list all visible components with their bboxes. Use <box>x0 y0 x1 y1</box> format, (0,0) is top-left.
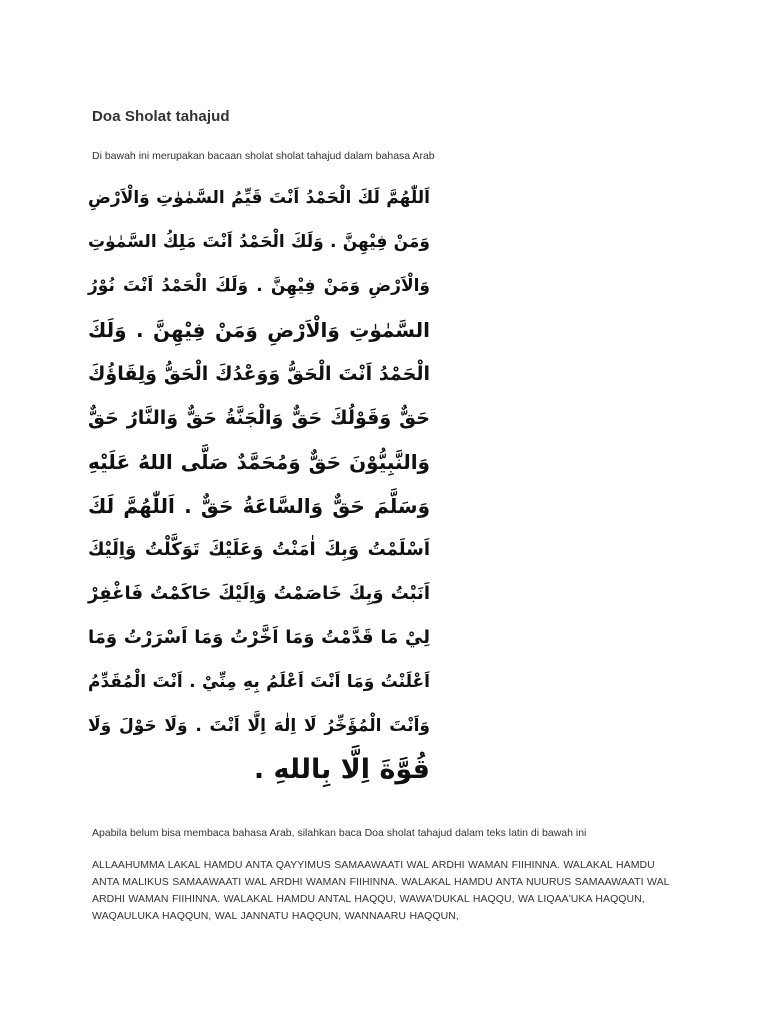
arabic-line: لِيْ مَا قَدَّمْتُ وَمَا اَخَّرْتُ وَمَا اَسْرَرْتُ وَمَا <box>88 627 430 648</box>
arabic-line: وَمَنْ فِيْهِنَّ . وَلَكَ الْحَمْدُ اَنْتَ مَلِكُ السَّمٰوٰتِ <box>88 232 430 252</box>
arabic-line: قُوَّةَ اِلَّا بِاللهِ . <box>253 754 430 785</box>
page-title: Doa Sholat tahajud <box>92 108 230 125</box>
arabic-prayer-text-image <box>88 178 430 800</box>
arabic-line: وَسَلَّمَ حَقٌّ وَالسَّاعَةُ حَقٌّ . اَللّٰهُمَّ لَكَ <box>88 494 430 518</box>
latin-transliteration: ALLAAHUMMA LAKAL HAMDU ANTA QAYYIMUS SAMAAWAATI WAL ARDHI WAMAN FIIHINNA. WALAKAL HAMDU ANTA MALIKUS SAMAAWAATI WAL ARDHI WAMAN FIIHINNA. WALAKAL HAMDU ANTA NUURUS SAMAAWAATI WAL ARDHI WAMAN FIIHINNA. WALAKAL HAMDU ANTAL HAQQU, WAWA'DUKAL HAQQU, WA LIQAA'UKA HAQQUN, WAQAULUKA HAQQUN, WAL JANNATU HAQQUN, WANNAARU HAQQUN, <box>92 859 670 922</box>
arabic-line: اَللّٰهُمَّ لَكَ الْحَمْدُ اَنْتَ قَيِّمُ السَّمٰوٰتِ وَالْاَرْضِ <box>88 188 430 208</box>
latin-intro-note: Apabila belum bisa membaca bahasa Arab, silahkan baca Doa sholat tahajud dalam teks latin di bawah ini <box>92 827 587 839</box>
arabic-line: وَالْاَرْضِ وَمَنْ فِيْهِنَّ . وَلَكَ الْحَمْدُ اَنْتَ نُوْرُ <box>88 276 430 296</box>
arabic-line: اَنَبْتُ وَبِكَ خَاصَمْتُ وَاِلَيْكَ حَاكَمْتُ فَاغْفِرْ <box>88 583 430 604</box>
arabic-line: وَالنَّبِيُّوْنَ حَقٌّ وَمُحَمَّدٌ صَلَّى اللهُ عَلَيْهِ <box>88 450 430 474</box>
intro-text: Di bawah ini merupakan bacaan sholat sholat tahajud dalam bahasa Arab <box>92 150 435 162</box>
arabic-line: الْحَمْدُ اَنْتَ الْحَقُّ وَوَعْدُكَ الْحَقُّ وَلِقَاؤُكَ <box>88 363 430 385</box>
arabic-line: حَقٌّ وَقَوْلُكَ حَقٌّ وَالْجَنَّةُ حَقٌّ وَالنَّارُ حَقٌّ <box>88 407 430 429</box>
arabic-line: وَاَنْتَ الْمُؤَخِّرُ لَا اِلٰهَ اِلَّا اَنْتَ . وَلَا حَوْلَ وَلَا <box>88 716 430 736</box>
arabic-line: السَّمٰوٰتِ وَالْاَرْضِ وَمَنْ فِيْهِنَّ . وَلَكَ <box>88 318 430 342</box>
arabic-line: اَعْلَنْتُ وَمَا اَنْتَ اَعْلَمُ بِهِ مِنِّيْ . اَنْتَ الْمُقَدِّمُ <box>88 672 430 692</box>
arabic-line: اَسْلَمْتُ وَبِكَ اٰمَنْتُ وَعَلَيْكَ تَوَكَّلْتُ وَاِلَيْكَ <box>88 539 430 560</box>
